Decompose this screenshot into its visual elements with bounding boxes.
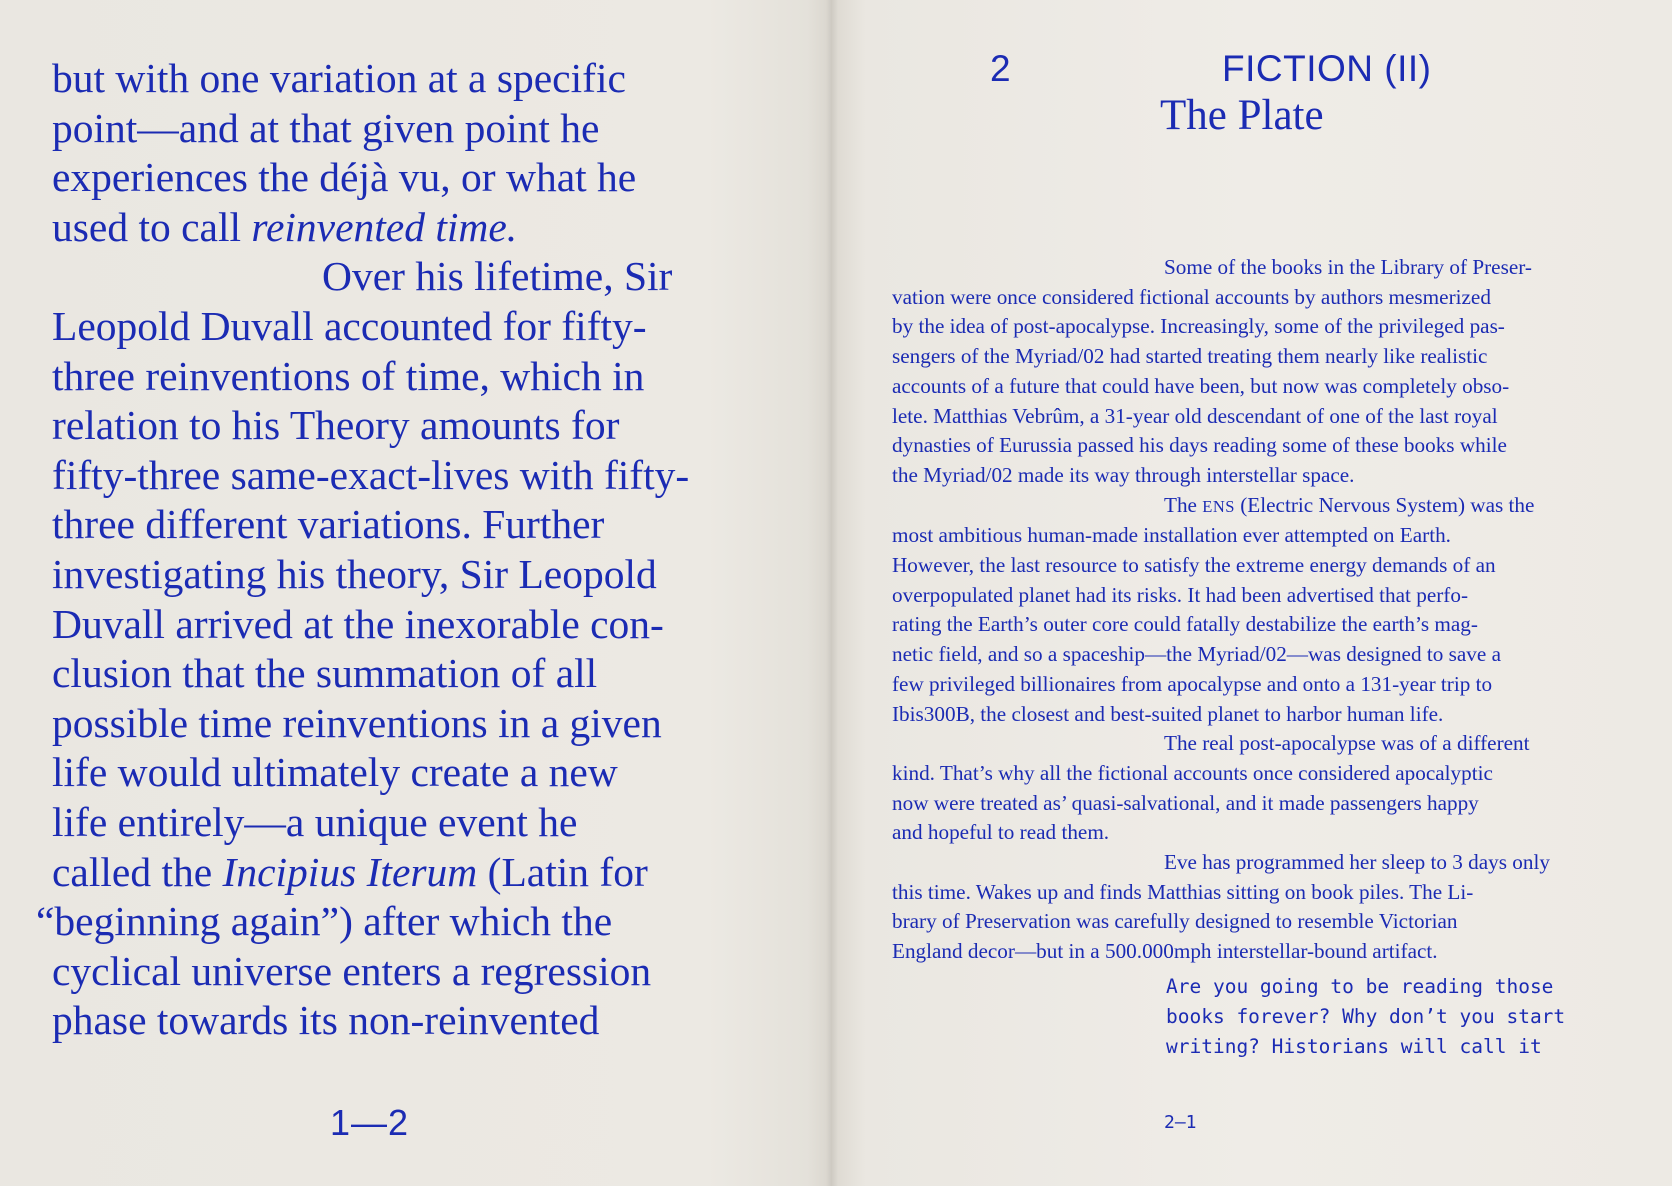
right-line-text: (Electric Nervous System) was the [1234,492,1535,517]
left-line [52,848,792,898]
italic-incipius-iterum: Incipius Iterum [222,848,478,895]
right-line: few privileged billionaires from apocalypse and onto a 131-year trip to [892,671,1493,696]
right-line: by the idea of post-apocalypse. Increasingly, some of the privileged pas- [892,314,1505,339]
italic-reinvented-time: reinvented time. [251,203,518,250]
left-line: three reinventions of time, which in [52,352,645,399]
left-line: three different variations. Further [52,501,605,548]
left-line: life would ultimately create a new [52,749,618,796]
chapter-title: The Plate [1160,92,1324,139]
right-line: the Myriad/02 made its way through interstellar space. [892,462,1355,487]
right-line: accounts of a future that could have been, but now was completely obso- [892,373,1510,398]
right-line: this time. Wakes up and finds Matthias sitting on book piles. The Li- [892,879,1474,904]
right-line: vation were once considered fictional accounts by authors mesmerized [892,284,1491,309]
left-line: cyclical universe enters a regression [52,947,652,994]
left-line: phase towards its non-reinvented [52,997,600,1044]
right-line-text: The [1164,492,1203,517]
right-line: most ambitious human-made installation ever attempted on Earth. [892,523,1451,548]
left-page-body [36,54,792,1046]
left-line: “beginning again”) after which the [36,898,613,945]
right-line: lete. Matthias Vebrûm, a 31-year old descendant of one of the last royal [892,403,1498,428]
left-line: Over his lifetime, Sir [322,253,673,300]
right-line: overpopulated planet had its risks. It had been advertised that perfo- [892,582,1468,607]
dialogue-line: writing? Historians will call it [1166,1035,1542,1058]
left-line: possible time reinventions in a given [52,699,662,746]
right-line: dynasties of Eurussia passed his days reading some of these books while [892,433,1507,458]
right-line: England decor—but in a 500.000mph interstellar-bound artifact. [892,939,1438,964]
right-page-body [892,253,1622,967]
dialogue-line: Are you going to be reading those [1166,975,1554,998]
left-line: Leopold Duvall accounted for fifty- [52,302,647,349]
right-line: Some of the books in the Library of Preser- [1164,255,1532,279]
right-line: Eve has programmed her sleep to 3 days only [1164,850,1550,875]
left-line-text: (Latin for [477,848,648,895]
left-line: investigating his theory, Sir Leopold [52,550,657,597]
left-line: life entirely—a unique event he [52,798,578,845]
left-line: Duvall arrived at the inexorable con- [52,600,664,647]
right-line: Ibis300B, the closest and best-suited planet to harbor human life. [892,701,1444,726]
right-line [892,491,1622,522]
typewriter-dialogue [1166,972,1565,1062]
right-line: However, the last resource to satisfy the extreme energy demands of an [892,553,1496,578]
running-head: FICTION (II) [1222,48,1432,89]
left-line: relation to his Theory amounts for [52,402,620,449]
left-line [52,203,792,253]
left-line: point—and at that given point he [52,104,600,151]
right-line: The real post-apocalypse was of a different [1164,731,1530,756]
left-line: clusion that the summation of all [52,650,598,697]
left-line: fifty-three same-exact-lives with fifty- [52,451,690,498]
ens-abbreviation: ENS [1202,496,1235,516]
right-line: and hopeful to read them. [892,820,1110,845]
left-line: but with one variation at a specific [52,55,626,101]
gutter-shadow [826,0,838,1186]
dialogue-line: books forever? Why don’t you start [1166,1005,1566,1028]
right-line: netic field, and so a spaceship—the Myriad/02—was designed to save a [892,642,1501,667]
left-page [0,0,832,1186]
right-line: brary of Preservation was carefully designed to resemble Victorian [892,909,1458,934]
left-folio: 1—2 [330,1102,410,1143]
left-line: experiences the déjà vu, or what he [52,154,637,201]
right-line: now were treated as’ quasi-salvational, and it made passengers happy [892,790,1479,815]
right-line: kind. That’s why all the fictional accounts once considered apocalyptic [892,760,1493,785]
left-line-text: used to call [52,203,252,250]
page-number: 2 [990,48,1011,89]
right-folio: 2—1 [1164,1112,1197,1133]
left-line-text: called the [52,848,223,895]
right-line: rating the Earth’s outer core could fatally destabilize the earth’s mag- [892,612,1478,637]
right-line: sengers of the Myriad/02 had started treating them nearly like realistic [892,344,1488,369]
